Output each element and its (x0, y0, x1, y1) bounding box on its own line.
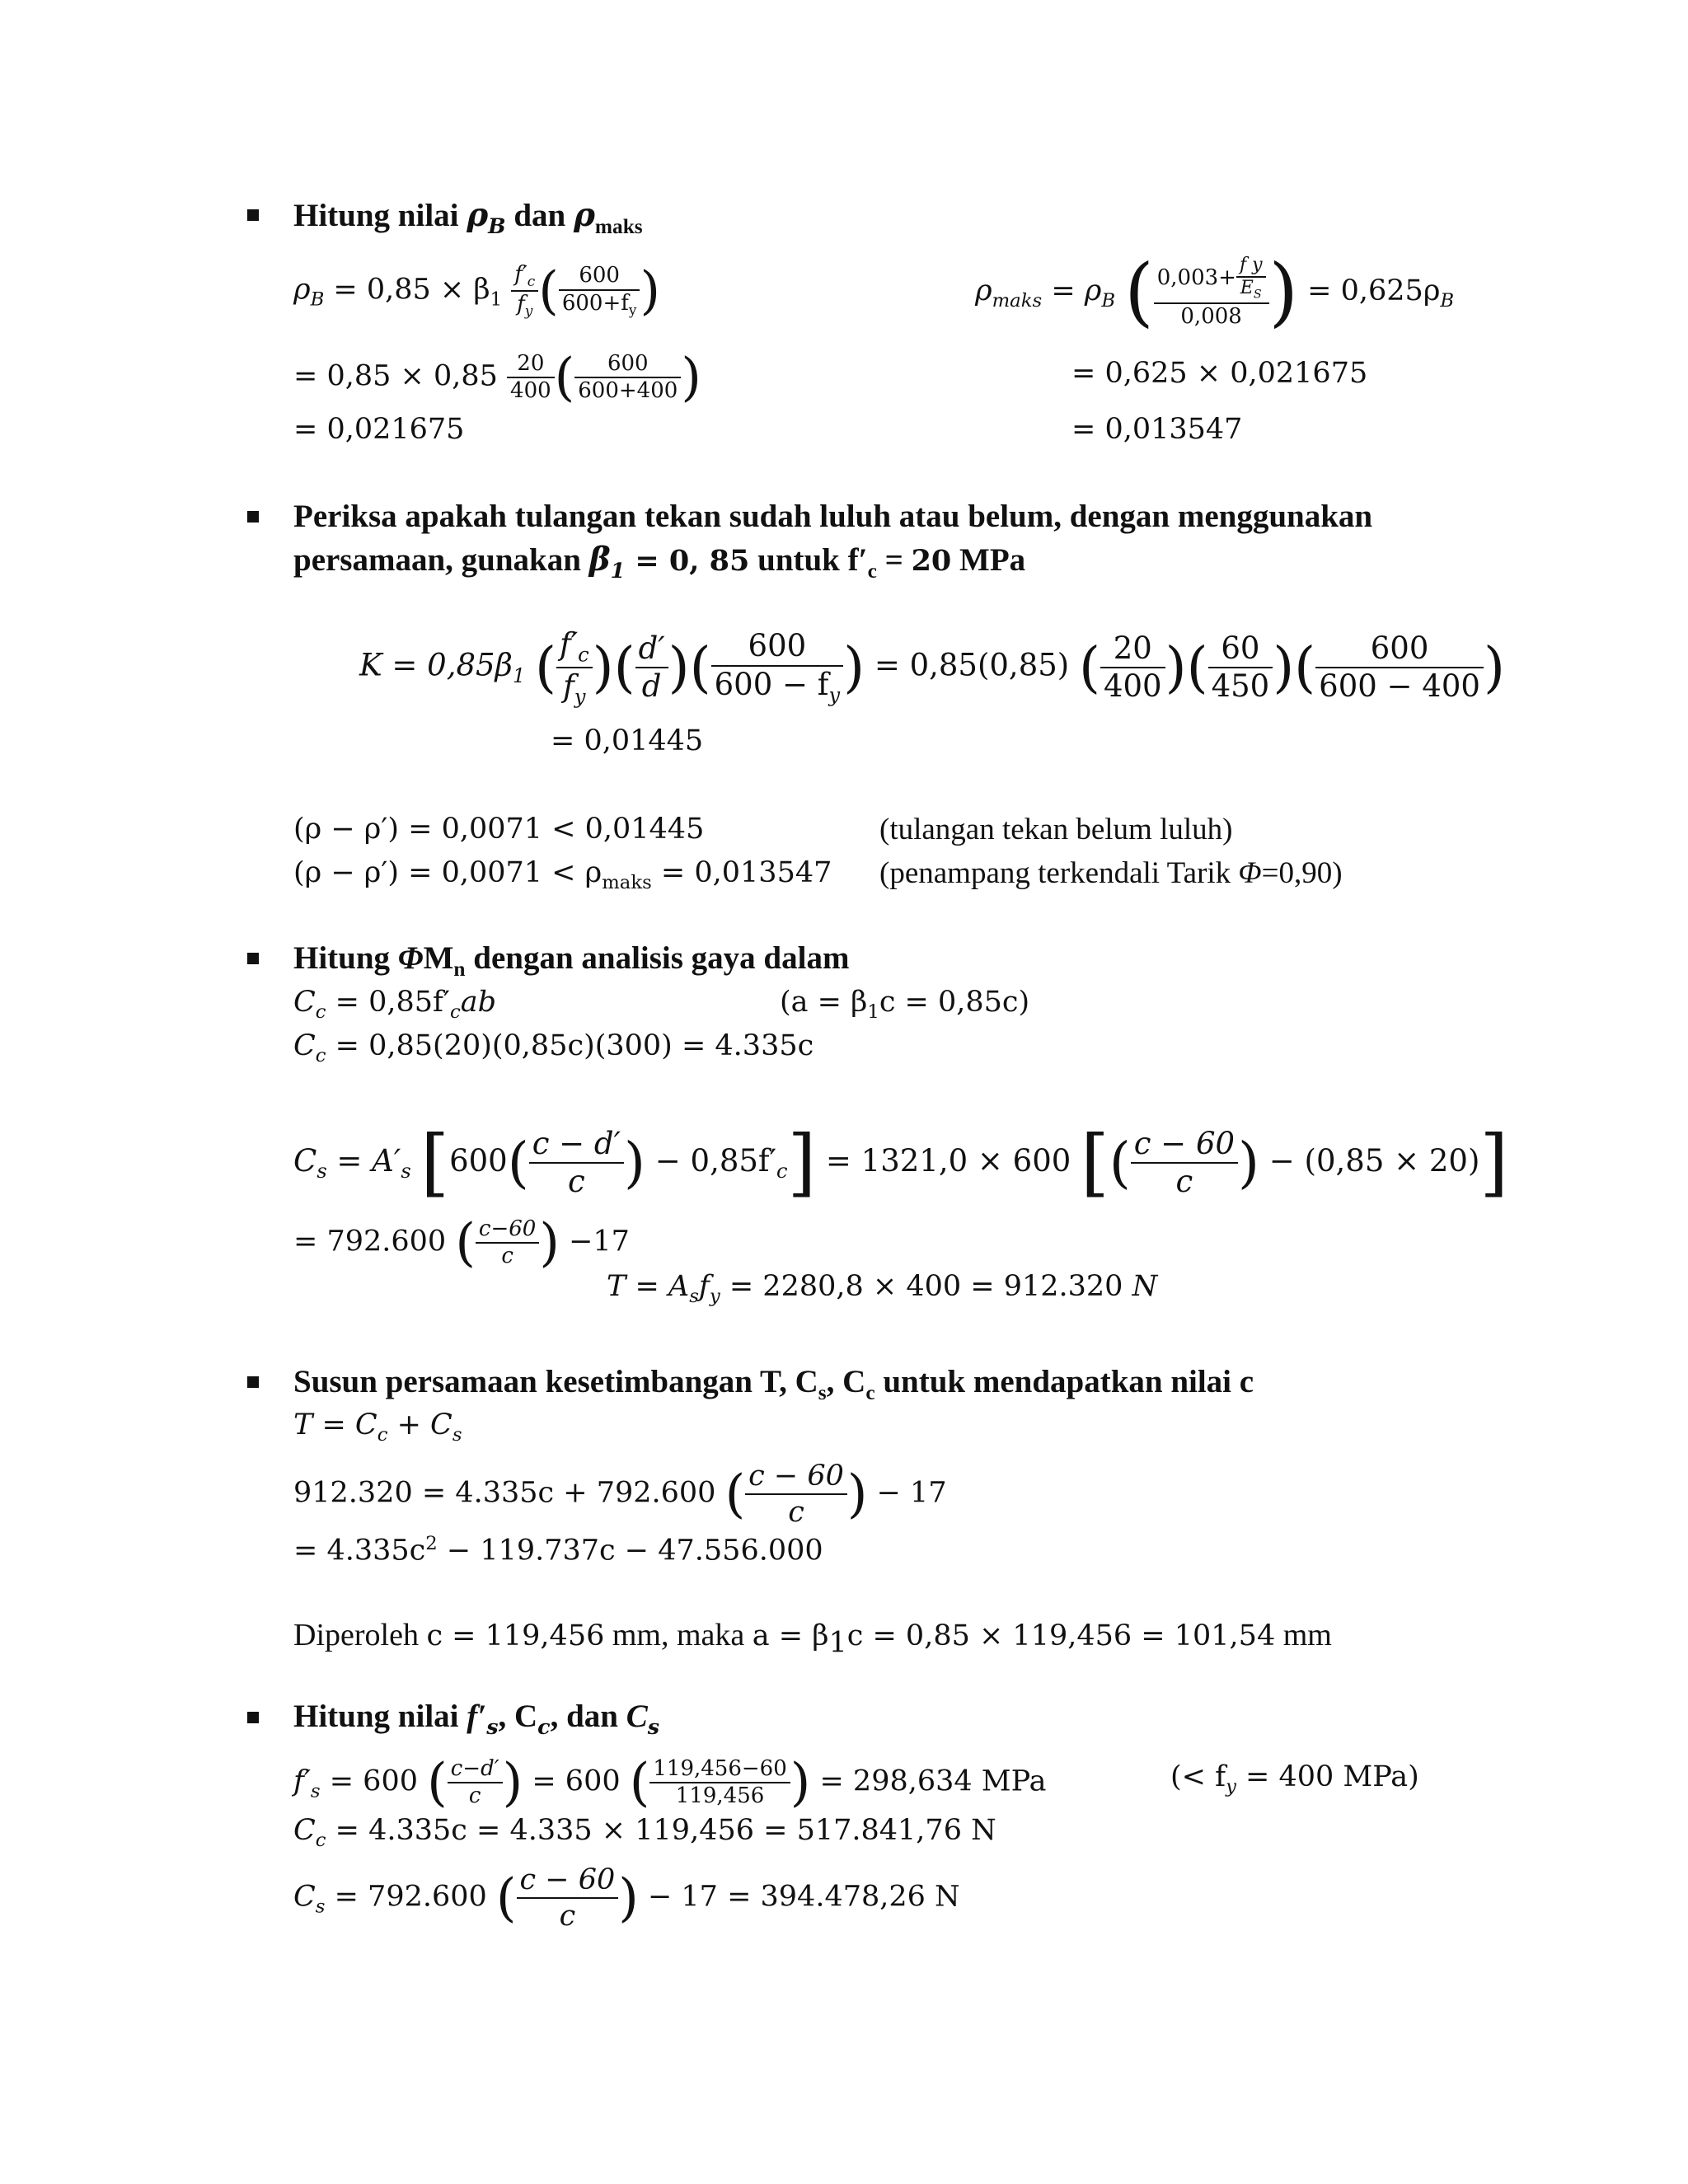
equation-k-result (551, 724, 703, 758)
check-note-1 (879, 812, 1232, 848)
note-text: (penampang terkendali Tarik (879, 856, 1239, 890)
subscript: B (488, 213, 506, 238)
fraction-den (711, 667, 843, 707)
subscript: maks (594, 214, 643, 238)
eq-sub: 1 (490, 288, 503, 311)
paren: ) (843, 635, 865, 700)
equation-equilibrium-2 (293, 1459, 947, 1530)
eq-text: C (293, 1029, 316, 1062)
fraction-num: 119,456−60 (649, 1756, 790, 1783)
eq-sub: c (578, 643, 589, 667)
eq-text: 600 (449, 1142, 508, 1179)
equation-rho-maks-result (1071, 412, 1242, 447)
eq-text: (ρ − ρ′) = 0,0071 < ρ (293, 856, 603, 889)
paren: ) (1238, 1130, 1260, 1195)
eq-text: (< f (1170, 1760, 1226, 1793)
paren: ) (502, 1752, 523, 1812)
fraction (507, 351, 555, 404)
heading-text: C (626, 1699, 648, 1734)
eq-text: − 119.737c − 47.556.000 (437, 1534, 823, 1568)
paren: ( (1124, 249, 1154, 335)
eq-text: = 0,625ρ (1307, 274, 1441, 308)
fraction-num: 600 (711, 628, 843, 666)
fraction-num: c − 60 (745, 1459, 847, 1495)
eq-text: = 600 (532, 1765, 621, 1798)
eq-text: C (293, 986, 316, 1019)
fraction-num: c − 60 (1131, 1126, 1238, 1164)
eq-text: = 0,01445 (551, 724, 704, 757)
eq-text: = 0,85f′ (326, 986, 450, 1019)
heading-text: f′ (467, 1699, 487, 1734)
paren: ) (681, 347, 701, 407)
eq-text: = 0,85 × β (324, 273, 490, 307)
paren: ) (539, 1212, 560, 1272)
eq-text: N (1132, 1270, 1158, 1303)
paren: ( (689, 635, 711, 700)
fraction-num: 600 (1315, 630, 1484, 668)
eq-text: 0,003+ (1156, 265, 1236, 290)
fraction (574, 351, 681, 404)
eq-text: = 0,85 × 0,85 (293, 359, 498, 393)
fraction (1208, 630, 1273, 705)
eq-text: f (517, 291, 525, 316)
bullet (247, 1712, 259, 1723)
eq-text: f (563, 668, 574, 705)
eq-sub: y (524, 302, 533, 319)
equation-rho-b-step (293, 346, 701, 409)
paren: ) (640, 260, 661, 321)
bracket: [ (1081, 1120, 1109, 1205)
eq-sub: B (1440, 290, 1455, 312)
eq-text: = 4.335c (293, 1534, 426, 1568)
text: mm, maka (604, 1618, 753, 1652)
fraction (1154, 255, 1269, 330)
fraction (745, 1459, 847, 1530)
paren: ) (1268, 249, 1299, 335)
fraction-num: 60 (1208, 630, 1273, 668)
eq-text: f (698, 1270, 710, 1303)
eq-sub: maks (992, 290, 1043, 312)
check-line-1 (293, 812, 704, 846)
eq-text: − 17 (867, 1476, 947, 1510)
eq-text: = 298,634 MPa (819, 1765, 1047, 1798)
eq-text: (ρ − ρ′) = 0,0071 < 0,01445 (293, 813, 705, 846)
eq-sub: s (315, 1896, 326, 1918)
fraction (1131, 1126, 1238, 1201)
fraction (711, 628, 843, 707)
fraction-den: 450 (1211, 668, 1270, 705)
paren: ( (535, 635, 557, 700)
eq-sub: s (401, 1160, 411, 1183)
equation-fs (293, 1751, 1046, 1814)
equation-fs-note (1170, 1760, 1419, 1798)
paren: ( (495, 1868, 517, 1929)
eq-text: = 400 MPa) (1236, 1760, 1419, 1793)
eq-sub: c (315, 1001, 326, 1023)
heading-text: MPa (951, 542, 1026, 578)
eq-text: = 0,013547 (651, 856, 832, 889)
eq-sub: y (628, 301, 637, 318)
paren: ) (1273, 635, 1295, 700)
fraction-num: c − d′ (529, 1126, 624, 1164)
heading-text: dan (505, 198, 574, 233)
eq-text: f′ (514, 262, 528, 288)
heading-text: Φ (397, 940, 424, 976)
eq-text: − 0,85f′ (645, 1142, 777, 1179)
eq-sub: B (310, 288, 325, 311)
note-text: =0,90) (1261, 856, 1343, 890)
check-line-2 (293, 855, 832, 894)
eq-text: T = A (607, 1270, 690, 1303)
fraction-den: c (1175, 1164, 1193, 1200)
fraction-num: 600 (574, 351, 681, 378)
fraction-den: 400 (1103, 668, 1162, 705)
equation-cc-value (293, 1813, 996, 1852)
fraction-num (1154, 255, 1269, 304)
eq-sub: y (828, 683, 841, 707)
heading-text: , C (498, 1699, 538, 1734)
paren: ( (538, 260, 559, 321)
eq-text: E (1240, 278, 1254, 299)
eq-text: = 2280,8 × 400 = 912.320 (720, 1270, 1132, 1303)
fraction-den: c (559, 1900, 576, 1933)
eq-sub: c (315, 1830, 326, 1851)
fraction-den: 0,008 (1180, 303, 1242, 329)
eq-text: 600 − f (714, 666, 829, 702)
eq-text: = 0,013547 (1071, 413, 1243, 446)
eq-text: (a = β (780, 986, 868, 1019)
subscript: s (818, 1380, 827, 1404)
section-heading-check (293, 498, 1372, 537)
subscript: s (486, 1713, 499, 1739)
fraction (559, 263, 640, 318)
eq-text: = 4.335c = 4.335 × 119,456 = 517.841,76 N (326, 1814, 996, 1847)
eq-sub: s (689, 1286, 699, 1307)
equation-cc-2 (293, 1029, 814, 1067)
fraction-den: c (788, 1496, 804, 1529)
eq-text: f′ (293, 1765, 311, 1798)
eq-text: T = C (293, 1408, 377, 1441)
heading-text: , C (826, 1364, 866, 1399)
fraction-den: 600+400 (578, 377, 678, 403)
eq-text: c = 0,85c) (879, 986, 1030, 1019)
eq-text: 912.320 = 4.335c + 792.600 (293, 1476, 716, 1510)
paren: ) (592, 635, 614, 700)
heading-text: dengan analisis gaya dalam (465, 940, 850, 976)
paren: ) (1165, 635, 1187, 700)
fraction-num: c−60 (476, 1216, 539, 1244)
eq-sub: s (452, 1424, 462, 1446)
heading-text: Periksa apakah tulangan tekan sudah luluh atau belum, dengan menggunakan (293, 499, 1373, 534)
paren: ( (1109, 1130, 1131, 1195)
symbol: β (588, 541, 611, 579)
subscript: s (647, 1713, 660, 1739)
fraction (1236, 255, 1266, 302)
bracket: ] (787, 1120, 817, 1205)
equation-rho-maks (975, 247, 1454, 337)
eq-sup: 2 (425, 1533, 438, 1554)
fraction-num (511, 262, 538, 291)
fraction-num: c − 60 (517, 1863, 619, 1899)
equation-rho-b-result (293, 412, 464, 447)
fraction (529, 1126, 624, 1201)
eq-text: ab (460, 986, 496, 1019)
bullet (247, 1376, 259, 1388)
equation-k (359, 626, 1505, 709)
equation-equilibrium (293, 1408, 462, 1446)
subscript: c (867, 559, 877, 583)
equation-cs-value (293, 1863, 960, 1933)
paren: ) (618, 1868, 639, 1929)
eq-text: f′ (560, 626, 579, 662)
eq-sub: 1 (867, 1001, 879, 1023)
paren: ( (1294, 635, 1316, 700)
heading-text: untuk mendapatkan nilai c (874, 1364, 1254, 1399)
note-text: (tulangan tekan belum luluh) (879, 813, 1233, 846)
fraction (517, 1863, 619, 1933)
section-heading-phi-mn (293, 940, 849, 982)
fraction-den: c (468, 1783, 481, 1808)
paren: ( (1078, 635, 1100, 700)
eq-text: = 0,625 × 0,021675 (1071, 357, 1368, 390)
paren: ) (846, 1464, 868, 1525)
heading-text: Hitung nilai (293, 198, 467, 233)
eq-text: c = 0,85 × 119,456 = 101,54 (846, 1619, 1276, 1652)
eq-text: 600+f (561, 290, 629, 316)
fraction-den: c (567, 1164, 585, 1200)
subscript: c (537, 1713, 551, 1739)
eq-sub: B (1101, 290, 1116, 312)
eq-text: c = 119,456 (426, 1619, 605, 1652)
eq-text: = 792.600 (293, 1225, 447, 1258)
fraction (476, 1216, 539, 1269)
fraction (1100, 630, 1165, 705)
eq-sub: s (310, 1780, 321, 1802)
eq-sub: maks (602, 872, 652, 893)
fraction-den: d (641, 668, 662, 705)
section-heading-check-2 (293, 541, 1025, 583)
paren: ) (790, 1752, 811, 1812)
heading-text: M (423, 940, 454, 976)
bullet (247, 511, 259, 523)
fraction (448, 1756, 503, 1809)
subscript: n (453, 957, 466, 981)
equation-quadratic (293, 1533, 823, 1568)
eq-text: = A′ (326, 1142, 401, 1179)
fraction-num: d′ (635, 630, 668, 668)
eq-text: = 0,021675 (293, 413, 465, 446)
eq-sub: c (377, 1424, 388, 1446)
bracket: ] (1479, 1120, 1509, 1205)
eq-text: = 1321,0 × 600 (825, 1142, 1071, 1179)
fraction (635, 630, 668, 705)
eq-sub: c (776, 1160, 788, 1183)
check-note-2 (879, 855, 1343, 892)
section-heading-rho (293, 196, 643, 239)
heading-text: untuk f′ (749, 542, 868, 578)
fraction (556, 626, 593, 709)
heading-text: Hitung (293, 940, 398, 976)
fraction-den (559, 291, 640, 318)
fraction-num (556, 626, 593, 668)
heading-text: , dan (550, 1699, 626, 1734)
paren: ) (1483, 635, 1505, 700)
subscript: c (865, 1380, 875, 1404)
fraction-den: 600 − 400 (1319, 668, 1480, 705)
paren: ( (724, 1464, 746, 1525)
eq-text: ρ (293, 273, 311, 307)
fraction-den: 119,456 (675, 1783, 765, 1808)
heading-text: Susun persamaan kesetimbangan T, C (293, 1364, 818, 1399)
paren: ( (427, 1752, 448, 1812)
bullet (247, 953, 259, 964)
equation-cc-1 (293, 985, 496, 1024)
fraction-den (1236, 278, 1266, 302)
fraction-num: 20 (507, 351, 555, 378)
fraction-num: 600 (559, 263, 640, 290)
fraction-den (556, 668, 593, 709)
eq-sub: 1 (828, 1626, 847, 1660)
paren: ( (629, 1752, 650, 1812)
eq-sub: S (1253, 288, 1262, 302)
text: mm (1275, 1618, 1332, 1652)
eq-text: = ρ (1042, 274, 1102, 308)
fraction (649, 1756, 790, 1809)
paren: ) (624, 1130, 646, 1195)
result-c-a (293, 1617, 1332, 1661)
bullet (247, 209, 259, 221)
fraction-den: 400 (510, 377, 551, 403)
eq-text: −17 (559, 1225, 630, 1258)
eq-text: − (0,85 × 20) (1259, 1142, 1480, 1179)
note-text: Φ (1238, 856, 1262, 890)
subscript: 1 (610, 557, 626, 583)
fraction-den (511, 292, 538, 319)
eq-text: = 600 (320, 1765, 418, 1798)
heading-text: = 0, 85 (625, 544, 750, 578)
fraction-num: c−d′ (448, 1756, 503, 1783)
eq-sub: 1 (512, 664, 526, 688)
paren: ( (1186, 635, 1208, 700)
eq-sub: s (316, 1160, 327, 1183)
symbol: ρ (467, 196, 489, 234)
fraction-num: f y (1236, 255, 1266, 278)
eq-sub: y (1226, 1776, 1236, 1797)
eq-text: = 0,85(0,85) (874, 647, 1070, 683)
bracket: [ (420, 1120, 450, 1205)
equation-cs-2 (293, 1212, 630, 1274)
eq-text: K = 0,85β (359, 647, 513, 683)
symbol: ρ (573, 196, 595, 234)
eq-sub: y (574, 685, 586, 709)
fraction (1315, 630, 1484, 705)
section-heading-equilibrium (293, 1363, 1254, 1405)
equation-cs (293, 1119, 1508, 1207)
eq-sub: c (315, 1045, 326, 1066)
equation-rho-maks-step (1071, 356, 1367, 391)
equation-rho-b (293, 260, 660, 322)
equation-cc-note (780, 985, 1029, 1024)
text: Diperoleh (293, 1618, 427, 1652)
paren: ( (554, 347, 575, 407)
paren: ( (613, 635, 635, 700)
heading-text: persamaan, gunakan (293, 542, 589, 578)
fraction-num: 20 (1100, 630, 1165, 668)
paren: ( (455, 1212, 476, 1272)
fraction (511, 262, 538, 319)
section-heading-fs-cc-cs (293, 1698, 659, 1739)
eq-text: = 792.600 (325, 1880, 487, 1914)
eq-sub: c (527, 273, 536, 290)
equation-t (607, 1269, 1157, 1308)
eq-sub: c (449, 1001, 461, 1023)
paren: ( (507, 1130, 529, 1195)
heading-text: = (876, 542, 912, 578)
eq-text: ρ (975, 274, 992, 308)
eq-text: − 17 = 394.478,26 N (638, 1880, 960, 1914)
heading-text: Hitung nilai (293, 1699, 467, 1734)
eq-text: C (293, 1814, 316, 1847)
eq-text: C (293, 1142, 317, 1179)
fraction-den: c (501, 1243, 513, 1268)
eq-text: a = β (752, 1619, 829, 1652)
paren: ) (668, 635, 690, 700)
eq-sub: y (709, 1286, 720, 1307)
eq-text: + C (387, 1408, 452, 1441)
heading-text: 20 (911, 544, 952, 578)
eq-text: C (293, 1880, 316, 1914)
eq-text: = 0,85(20)(0,85c)(300) = 4.335c (326, 1029, 814, 1062)
